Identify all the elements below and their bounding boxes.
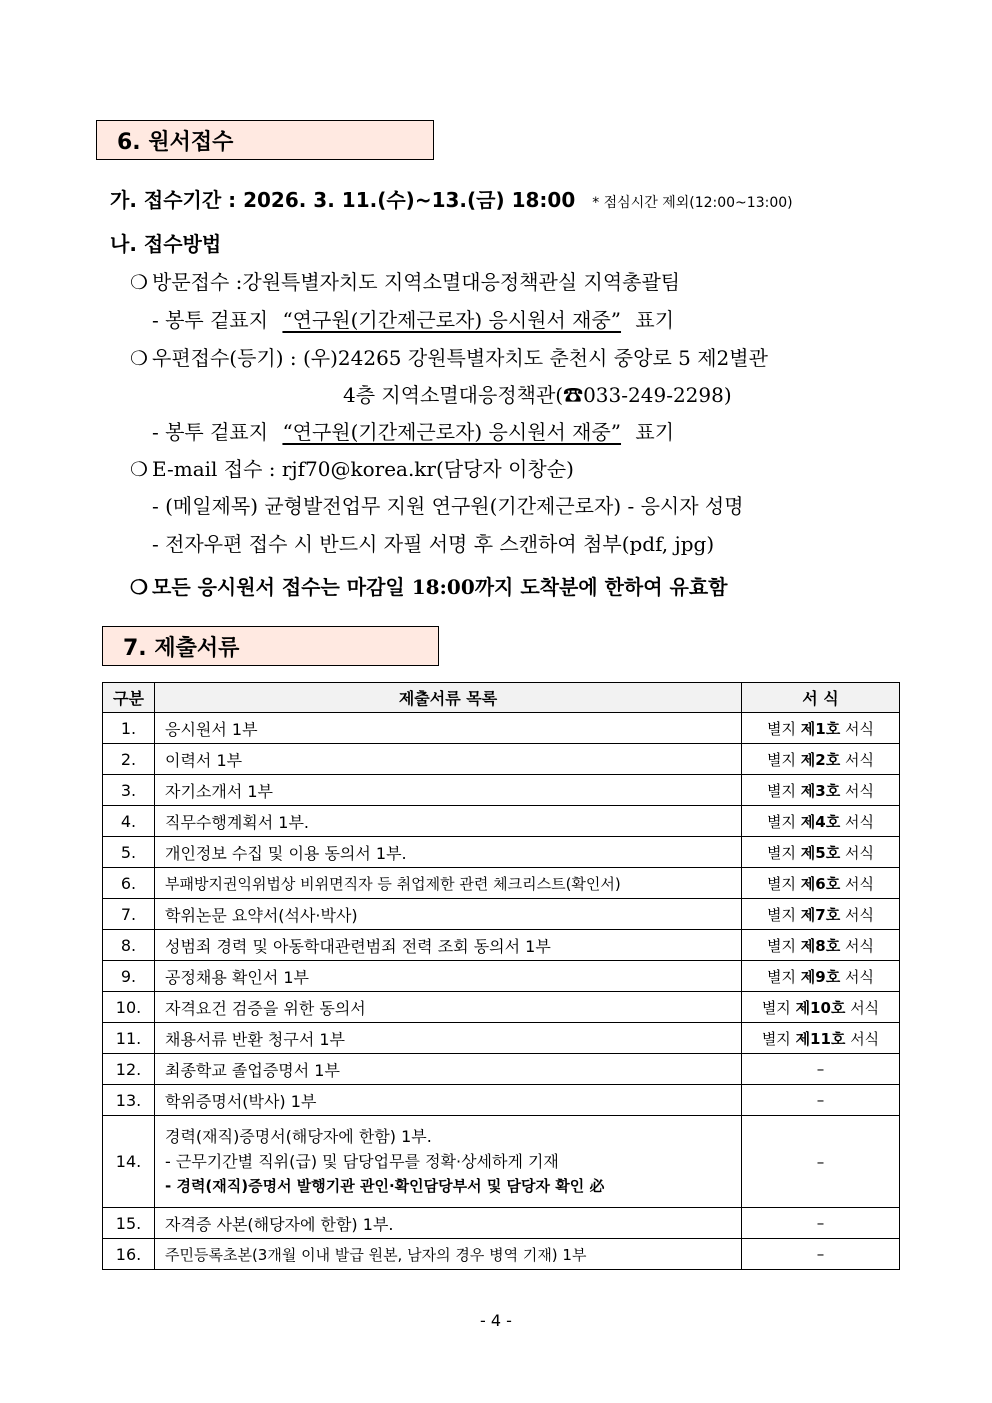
form-number: 제10호 [795, 998, 846, 1017]
section-6-title [96, 120, 434, 160]
form-number: 제3호 [800, 781, 841, 800]
deadline-text: 모든 응시원서 접수는 마감일 18:00까지 도착분에 한하여 유효함 [152, 575, 728, 599]
table-row [103, 713, 900, 744]
table-row [103, 744, 900, 775]
form-prefix: 별지 [767, 905, 801, 924]
row-document: 학위증명서(박사) 1부 [155, 1085, 742, 1116]
row-number: 6. [103, 868, 155, 899]
form-suffix: 서식 [840, 719, 874, 738]
table-row [103, 1116, 900, 1208]
envelope-quote: “연구원(기간제근로자) 응시원서 재중” [282, 308, 622, 332]
form-number: 제7호 [800, 905, 841, 924]
row-document: 주민등록초본(3개월 이내 발급 원본, 남자의 경우 병역 기재) 1부 [155, 1239, 742, 1270]
envelope-suffix: 표기 [635, 420, 675, 444]
reception-method-heading [110, 228, 221, 257]
row-document-sub1: - 근무기간별 직위(급) 및 담당업무를 정확·상세하게 기재 [165, 1152, 559, 1171]
row-number: 10. [103, 992, 155, 1023]
bullet-icon: ❍ [130, 346, 148, 370]
row-number: 9. [103, 961, 155, 992]
envelope-suffix: 표기 [635, 308, 675, 332]
row-document: 이력서 1부 [155, 744, 742, 775]
email-subject [152, 490, 744, 519]
form-suffix: 서식 [840, 905, 874, 924]
row-number: 11. [103, 1023, 155, 1054]
row-number: 2. [103, 744, 155, 775]
row-document: 부패방지권익위법상 비위면직자 등 취업제한 관련 체크리스트(확인서) [155, 868, 742, 899]
reception-period-text: 가. 접수기간 : 2026. 3. 11.(수)~13.(금) 18:00 [110, 188, 576, 212]
envelope-prefix: - 봉투 겉표지 [152, 420, 269, 444]
row-number: 5. [103, 837, 155, 868]
row-form [742, 806, 900, 837]
row-document: 자격증 사본(해당자에 한함) 1부. [155, 1208, 742, 1239]
form-suffix: 서식 [840, 967, 874, 986]
reception-method-text: 나. 접수방법 [110, 232, 222, 256]
envelope-note-1 [152, 304, 674, 333]
row-form [742, 775, 900, 806]
row-number: 3. [103, 775, 155, 806]
mail-reception [130, 342, 768, 371]
row-number: 13. [103, 1085, 155, 1116]
email-signature-note [152, 528, 714, 557]
bullet-icon: ❍ [130, 575, 148, 599]
table-row [103, 1239, 900, 1270]
bullet-icon: ❍ [130, 457, 148, 481]
row-document: 개인정보 수집 및 이용 동의서 1부. [155, 837, 742, 868]
row-number: 15. [103, 1208, 155, 1239]
table-header-row [103, 683, 900, 713]
table-row [103, 868, 900, 899]
table-row [103, 1054, 900, 1085]
email-subject-text: - (메일제목) 균형발전업무 지원 연구원(기간제근로자) - 응시자 성명 [152, 494, 744, 518]
form-number: 제9호 [800, 967, 841, 986]
form-number: 제1호 [800, 719, 841, 738]
row-form: – [742, 1239, 900, 1270]
header-form: 서 식 [742, 683, 900, 713]
row-form: – [742, 1085, 900, 1116]
form-prefix: 별지 [767, 843, 801, 862]
header-category: 구분 [103, 683, 155, 713]
row-number: 1. [103, 713, 155, 744]
table-row [103, 992, 900, 1023]
form-prefix: 별지 [767, 936, 801, 955]
form-number: 제8호 [800, 936, 841, 955]
row-document: 직무수행계획서 1부. [155, 806, 742, 837]
lunch-note: * 점심시간 제외(12:00~13:00) [592, 195, 793, 211]
form-number: 제6호 [800, 874, 841, 893]
envelope-prefix: - 봉투 겉표지 [152, 308, 269, 332]
form-suffix: 서식 [845, 1029, 880, 1048]
row-form [742, 744, 900, 775]
row-number: 7. [103, 899, 155, 930]
reception-period [110, 184, 793, 213]
table-row [103, 775, 900, 806]
form-suffix: 서식 [840, 843, 874, 862]
table-row [103, 899, 900, 930]
row-number: 4. [103, 806, 155, 837]
row-document-sub2: - 경력(재직)증명서 발행기관 관인·확인담당부서 및 담당자 확인 必 [165, 1177, 605, 1195]
row-document-main: 경력(재직)증명서(해당자에 한함) 1부. [165, 1127, 432, 1146]
row-form [742, 930, 900, 961]
form-suffix: 서식 [840, 874, 874, 893]
page-number: - 4 - [480, 1311, 512, 1330]
row-document: 최종학교 졸업증명서 1부 [155, 1054, 742, 1085]
section-6-title-text: 6. 원서접수 [117, 129, 234, 155]
email-reception-text: E-mail 접수 : rjf70@korea.kr(담당자 이창순) [152, 457, 574, 481]
form-suffix: 서식 [840, 781, 874, 800]
table-row [103, 1085, 900, 1116]
form-suffix: 서식 [840, 812, 874, 831]
mail-reception-line2: 4층 지역소멸대응정책관(☎033-249-2298) [343, 383, 732, 407]
envelope-note-2 [152, 416, 674, 445]
row-document: 응시원서 1부 [155, 713, 742, 744]
mail-reception-line2-row [343, 379, 732, 408]
deadline-note [130, 571, 727, 600]
row-form [742, 713, 900, 744]
row-number: 12. [103, 1054, 155, 1085]
row-document: 학위논문 요약서(석사·박사) [155, 899, 742, 930]
table-row [103, 961, 900, 992]
row-form: – [742, 1054, 900, 1085]
form-prefix: 별지 [767, 874, 801, 893]
form-number: 제5호 [800, 843, 841, 862]
form-suffix: 서식 [840, 936, 874, 955]
email-signature-text: - 전자우편 접수 시 반드시 자필 서명 후 스캔하여 첨부(pdf, jpg) [152, 532, 715, 556]
row-number: 14. [103, 1116, 155, 1208]
form-number: 제4호 [800, 812, 841, 831]
row-form [742, 1023, 900, 1054]
row-document: 자격요건 검증을 위한 동의서 [155, 992, 742, 1023]
form-prefix: 별지 [767, 750, 801, 769]
form-prefix: 별지 [761, 998, 796, 1017]
row-form [742, 899, 900, 930]
form-prefix: 별지 [767, 967, 801, 986]
form-number: 제2호 [800, 750, 841, 769]
mail-reception-line1: 우편접수(등기) : (우)24265 강원특별자치도 춘천시 중앙로 5 제2별관 [152, 346, 768, 370]
header-document-list: 제출서류 목록 [155, 683, 742, 713]
table-row [103, 1208, 900, 1239]
bullet-icon: ❍ [130, 270, 148, 294]
row-document: 공정채용 확인서 1부 [155, 961, 742, 992]
row-number: 8. [103, 930, 155, 961]
row-document: 자기소개서 1부 [155, 775, 742, 806]
table-row [103, 1023, 900, 1054]
email-reception [130, 453, 574, 482]
row-document: 채용서류 반환 청구서 1부 [155, 1023, 742, 1054]
table-row [103, 930, 900, 961]
form-suffix: 서식 [845, 998, 880, 1017]
section-7-title-text: 7. 제출서류 [123, 635, 240, 661]
form-prefix: 별지 [767, 719, 801, 738]
row-form: – [742, 1116, 900, 1208]
row-document [155, 1116, 742, 1208]
form-prefix: 별지 [761, 1029, 796, 1048]
row-form [742, 837, 900, 868]
row-form [742, 961, 900, 992]
visit-reception-text: 방문접수 :강원특별자치도 지역소멸대응정책관실 지역총괄팀 [152, 270, 681, 294]
form-suffix: 서식 [840, 750, 874, 769]
table-row [103, 837, 900, 868]
form-prefix: 별지 [767, 812, 801, 831]
section-7-title [102, 626, 439, 666]
form-number: 제11호 [795, 1029, 846, 1048]
table-row [103, 806, 900, 837]
envelope-quote: “연구원(기간제근로자) 응시원서 재중” [282, 420, 622, 444]
row-number: 16. [103, 1239, 155, 1270]
row-form [742, 868, 900, 899]
documents-table [102, 682, 900, 1270]
row-document: 성범죄 경력 및 아동학대관련범죄 전력 조회 동의서 1부 [155, 930, 742, 961]
row-form [742, 992, 900, 1023]
form-prefix: 별지 [767, 781, 801, 800]
row-form: – [742, 1208, 900, 1239]
visit-reception [130, 266, 680, 295]
